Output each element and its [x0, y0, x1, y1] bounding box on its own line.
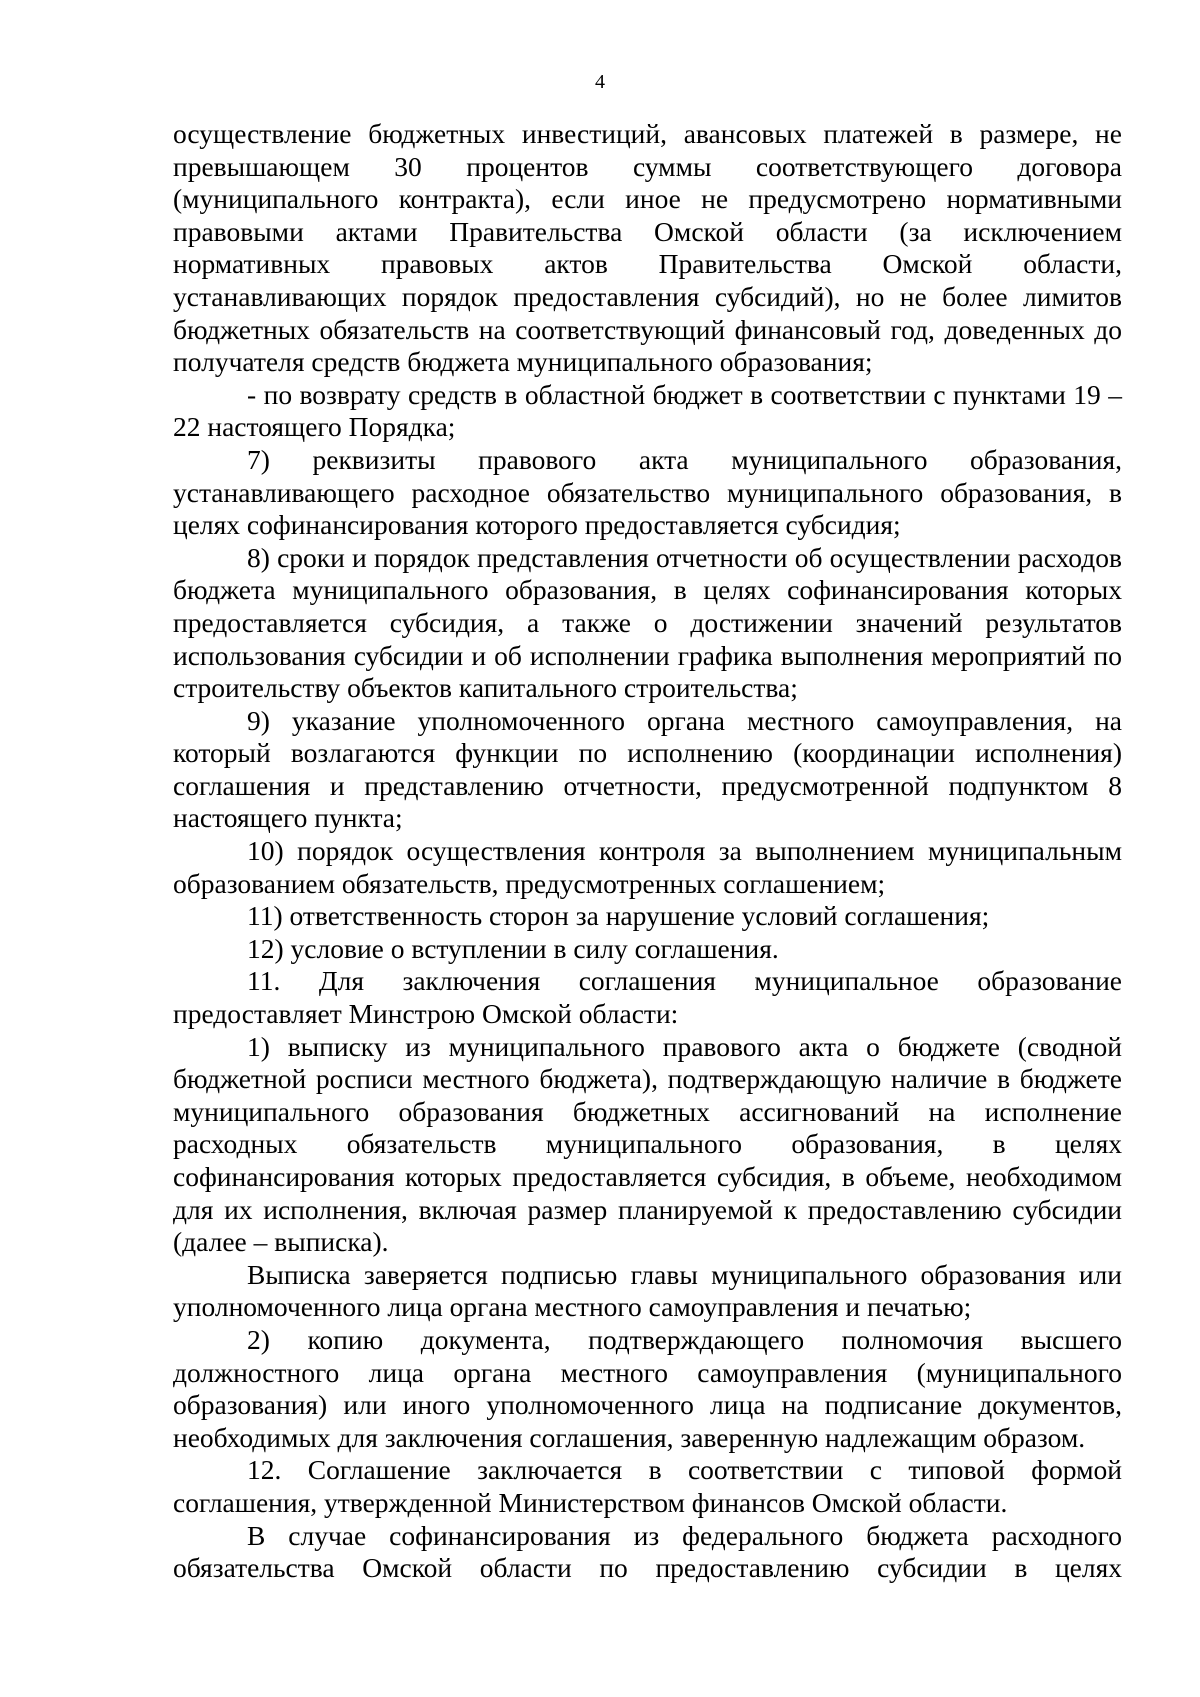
paragraph-extract-certification: Выписка заверяется подписью главы муниципального образования или уполномоченного лица органа местного самоуправления и печатью; — [173, 1258, 1122, 1323]
page-number: 4 — [595, 71, 605, 93]
paragraph-federal-cofinancing: В случае софинансирования из федерального бюджета расходного обязательства Омской области по предоставлению субсидии в целях — [173, 1519, 1122, 1584]
paragraph-refund-to-regional-budget: - по возврату средств в областной бюджет в соответствии с пунктами 19 – 22 настоящего Порядка; — [173, 378, 1122, 443]
paragraph-item-7-legal-act-details: 7) реквизиты правового акта муниципального образования, устанавливающего расходное обязательство муниципального образования, в целях софинансирования которого предоставляется субсидия; — [173, 443, 1122, 541]
document-body — [173, 118, 1122, 1585]
paragraph-section-11-item-1-extract: 1) выписку из муниципального правового акта о бюджете (сводной бюджетной росписи местного бюджета), подтверждающую наличие в бюджете муниципального образования бюджетных ассигнований на исполнение расходных обязательств муниципального образования, в целях софинансирования которых предоставляется субсидия, в объеме, необходимом для их исполнения, включая размер планируемой к предоставлению субсидии (далее – выписка). — [173, 1030, 1122, 1258]
paragraph-item-9-authorized-body: 9) указание уполномоченного органа местного самоуправления, на который возлагаются функции по исполнению (координации исполнения) соглашения и представлению отчетности, предусмотренной подпунктом 8 настоящего пункта; — [173, 704, 1122, 834]
paragraph-section-11-item-2-authority-copy: 2) копию документа, подтверждающего полномочия высшего должностного лица органа местного самоуправления (муниципального образования) или иного уполномоченного лица на подписание документов, необходимых для заключения соглашения, заверенную надлежащим образом. — [173, 1323, 1122, 1453]
paragraph-item-10-control-procedure: 10) порядок осуществления контроля за выполнением муниципальным образованием обязательств, предусмотренных соглашением; — [173, 835, 1122, 899]
paragraph-item-11-responsibility: 11) ответственность сторон за нарушение условий соглашения; — [247, 900, 990, 932]
paragraph-section-12-standard-form: 12. Соглашение заключается в соответствии с типовой формой соглашения, утвержденной Министерством финансов Омской области. — [173, 1454, 1122, 1518]
paragraph-item-12-entry-into-force: 12) условие о вступлении в силу соглашения. — [247, 932, 779, 964]
paragraph-section-11-intro: 11. Для заключения соглашения муниципальное образование предоставляет Минстрою Омской области: — [173, 965, 1122, 1030]
paragraph-continuation-budget-investments: осуществление бюджетных инвестиций, авансовых платежей в размере, не превышающем 30 процентов суммы соответствующего договора (муниципального контракта), если иное не предусмотрено нормативными правовыми актами Правительства Омской области (за исключением нормативных правовых актов Правительства Омской области, устанавливающих порядок предоставления субсидий), но не более лимитов бюджетных обязательств на соответствующий финансовый год, доведенных до получателя средств бюджета муниципального образования; — [173, 118, 1122, 378]
paragraph-item-8-reporting-terms: 8) сроки и порядок представления отчетности об осуществлении расходов бюджета муниципального образования, в целях софинансирования которых предоставляется субсидия, а также о достижении значений результатов использования субсидии и об исполнении графика выполнения мероприятий по строительству объектов капитального строительства; — [173, 541, 1122, 704]
